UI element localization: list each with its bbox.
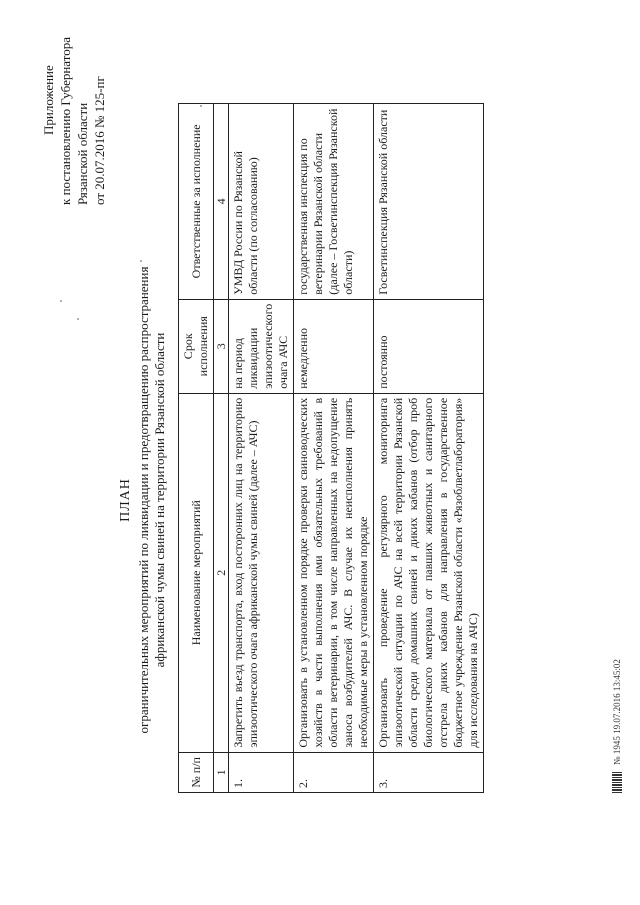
page-title: ПЛАН (118, 478, 133, 522)
table-header-row (179, 104, 214, 793)
col-number: 1 (214, 752, 229, 792)
table-row (229, 104, 294, 793)
row-name: Организовать в установленном порядке проверки свиноводческих хозяйств в части выполнения ими обязательных требований в области ветеринарии, в том числе направленных на недопущение заноса возбудителей АЧС. В случае их неисполнения принять необходимые меры в установленном порядке (294, 393, 374, 752)
scan-speck (200, 105, 202, 107)
col-number: 3 (214, 299, 229, 393)
registration-stamp (612, 659, 622, 793)
header-num: № п/п (179, 752, 214, 792)
appendix-block (40, 5, 108, 205)
row-num: 2. (294, 752, 374, 792)
row-resp: государственная инспекция по ветеринарии Рязанской области (далее – Госветинспекция Рязанской области) (294, 104, 374, 300)
row-name: Запретить въезд транспорта, вход посторонних лиц на территорию эпизоотического очага африканской чумы свиней (далее – АЧС) (229, 393, 294, 752)
col-number: 2 (214, 393, 229, 752)
row-resp: УМВД России по Рязанской области (по согласованию) (229, 104, 294, 300)
header-resp: Ответственные за исполнение (179, 104, 214, 300)
appendix-region: Рязанской области (75, 102, 90, 205)
header-name: Наименование мероприятий (179, 393, 214, 752)
header-term: Срок исполнения (179, 299, 214, 393)
subtitle-line-2: африканской чумы свиней на территории Рязанской области (152, 332, 167, 668)
row-num: 1. (229, 752, 294, 792)
registration-stamp-text: № 1945 19.07.2016 13:45:02 (612, 659, 622, 765)
plan-table (178, 103, 484, 793)
subtitle-line-1: ограничительных мероприятий по ликвидации и предотвращению распространения (136, 266, 151, 734)
scan-speck (60, 300, 62, 302)
table-row (374, 104, 484, 793)
table-row (294, 104, 374, 793)
appendix-date: от 20.07.2016 № 125-пг (92, 76, 107, 205)
appendix-decree: к постановлению Губернатора (58, 36, 73, 205)
row-resp: Госветинспекция Рязанской области (374, 104, 484, 300)
barcode-icon (612, 771, 622, 793)
row-num: 3. (374, 752, 484, 792)
column-number-row (214, 104, 229, 793)
row-term: немедленно (294, 299, 374, 393)
row-term: постоянно (374, 299, 484, 393)
scan-speck (77, 318, 79, 320)
row-term: на период ликвидации эпизоотического очага АЧС (229, 299, 294, 393)
col-number: 4 (214, 104, 229, 300)
appendix-title: Приложение (41, 65, 56, 135)
page-subtitle (136, 155, 168, 845)
scan-speck (140, 260, 142, 262)
row-name: Организовать проведение регулярного мониторинга эпизоотической ситуации по АЧС на всей территории Рязанской области среди домашних свиней и диких кабанов (отбор проб биологического материала от павших животных и санитарного отстрела диких кабанов для направления в государственное бюджетное учреждение Рязанской области «Рязоблветлаборатория» для исследования на АЧС) (374, 393, 484, 752)
